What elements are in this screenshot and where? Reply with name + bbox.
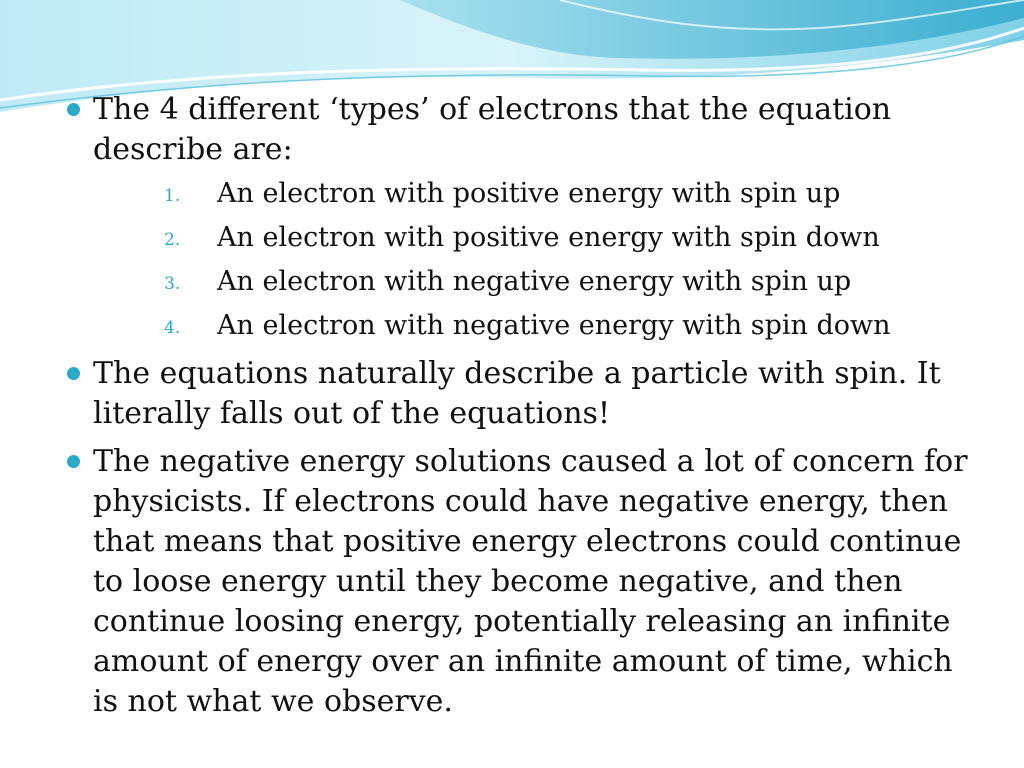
bullet-dot-icon [67, 455, 80, 468]
bullet-electron-types [64, 90, 984, 346]
bullet-dot-icon [67, 367, 80, 380]
list-item-text: An electron with positive energy with spin down [217, 222, 880, 253]
bullet-spin [64, 354, 984, 434]
list-number: 1. [164, 186, 181, 206]
bullet-text: The negative energy solutions caused a lot of concern for physicists. If electrons could have negative energy, then that means that positive energy electrons could continue to loose energy until they become negative, and then continue loosing energy, potentially releasing an infinite amount of energy over an infinite amount of time, which is not what we observe. [93, 444, 968, 719]
list-number: 4. [164, 318, 181, 338]
list-item-text: An electron with positive energy with spin up [217, 178, 841, 209]
list-item [93, 306, 984, 346]
bullet-dot-icon [67, 103, 80, 116]
numbered-list [93, 174, 984, 346]
list-item-text: An electron with negative energy with spin down [217, 310, 891, 341]
bullet-text: The equations naturally describe a particle with spin. It literally falls out of the equations! [93, 356, 941, 431]
bullet-negative-energy [64, 442, 984, 722]
bullet-text: The 4 different ‘types’ of electrons that the equation describe are: [93, 92, 892, 167]
list-item [93, 262, 984, 302]
list-item-text: An electron with negative energy with spin up [217, 266, 852, 297]
list-number: 3. [164, 274, 181, 294]
list-number: 2. [164, 230, 181, 250]
slide-content [64, 90, 984, 730]
list-item [93, 174, 984, 214]
list-item [93, 218, 984, 258]
